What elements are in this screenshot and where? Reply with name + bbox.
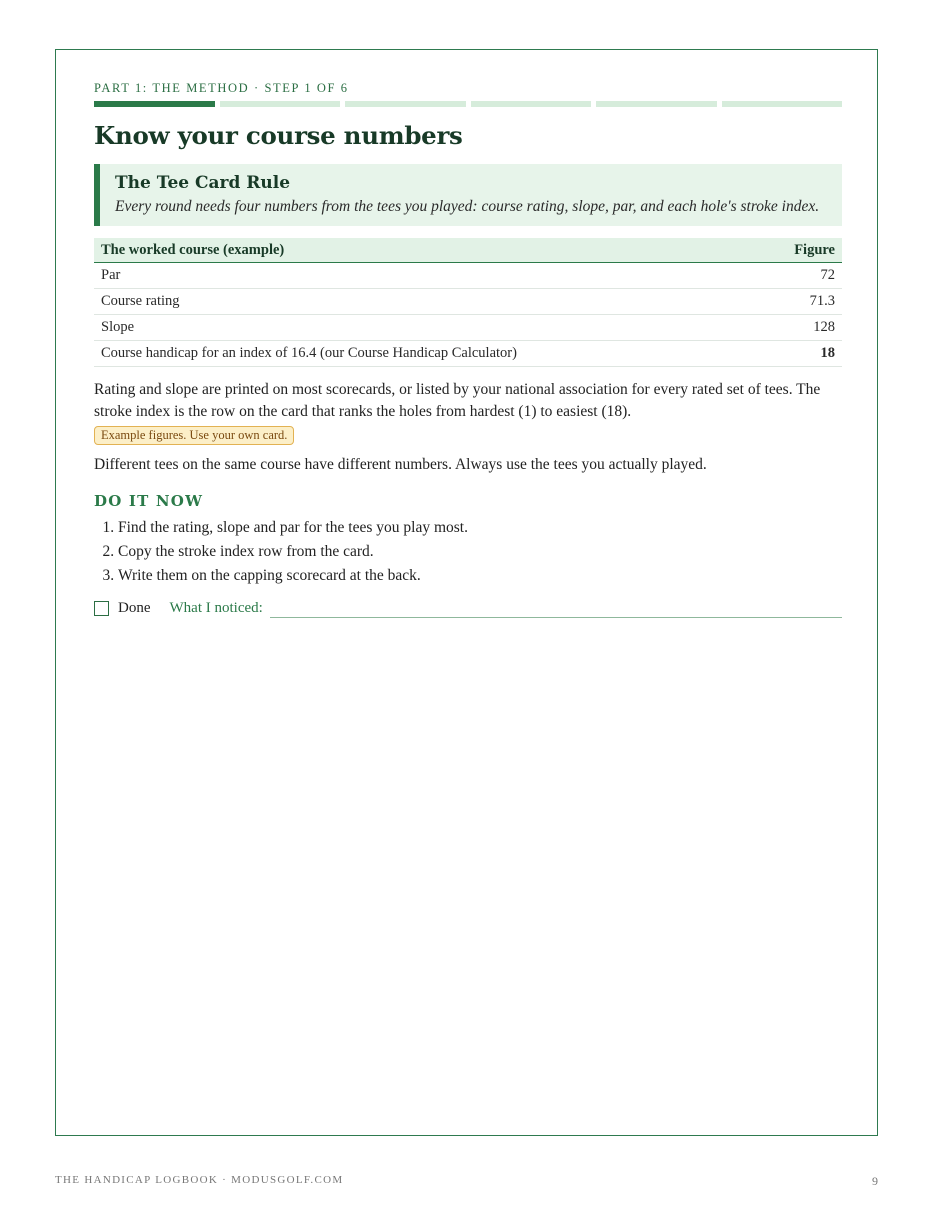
example-figures-badge: Example figures. Use your own card. [94, 426, 294, 445]
footer-title: THE HANDICAP LOGBOOK · MODUSGOLF.COM [55, 1174, 344, 1186]
list-item: 2. Copy the stroke index row from the card. [118, 540, 842, 564]
list-item: 1. Find the rating, slope and par for the tees you play most. [118, 516, 842, 540]
table-header-figure: Figure [757, 238, 842, 263]
list-item: 3. Write them on the capping scorecard at the back. [118, 564, 842, 588]
tees-note-paragraph: Different tees on the same course have different numbers. Always use the tees you actually played. [94, 456, 707, 473]
page-footer [55, 1174, 878, 1189]
step-progress-bar [94, 101, 842, 107]
progress-segment-4 [471, 101, 592, 107]
row-value: 72 [757, 263, 842, 289]
explanation-paragraph: Rating and slope are printed on most scorecards, or listed by your national association for every rated set of tees. The stroke index is the row on the card that ranks the holes from hardest (1) to easiest (18). [94, 381, 821, 420]
row-label: Slope [94, 315, 757, 341]
worked-course-table [94, 238, 842, 367]
table-row [94, 289, 842, 315]
row-label: Course rating [94, 289, 757, 315]
table-row [94, 341, 842, 367]
page-content [94, 80, 842, 620]
row-label: Course handicap for an index of 16.4 (our Course Handicap Calculator) [94, 341, 757, 367]
progress-segment-6 [722, 101, 843, 107]
page-frame [55, 49, 878, 1136]
row-label: Par [94, 263, 757, 289]
table-header-row [94, 238, 842, 263]
progress-segment-3 [345, 101, 466, 107]
rule-title: The Tee Card Rule [115, 173, 291, 193]
do-it-now-heading: DO IT NOW [94, 492, 204, 510]
rule-body: Every round needs four numbers from the tees you played: course rating, slope, par, and each hole's stroke index. [115, 198, 820, 215]
row-value: 71.3 [757, 289, 842, 315]
done-row [94, 596, 842, 620]
rule-callout [94, 164, 842, 226]
table-row [94, 315, 842, 341]
done-label: Done [118, 599, 151, 616]
action-steps-list [94, 516, 842, 588]
table-header-label: The worked course (example) [94, 238, 757, 263]
noticed-label: What I noticed: [169, 599, 263, 616]
page-title: Know your course numbers [94, 121, 463, 150]
progress-segment-2 [220, 101, 341, 107]
progress-segment-1 [94, 101, 215, 107]
section-kicker: PART 1: THE METHOD · STEP 1 OF 6 [94, 81, 349, 95]
done-checkbox[interactable] [94, 601, 109, 616]
page-number: 9 [872, 1174, 878, 1188]
row-value: 18 [757, 341, 842, 367]
table-row [94, 263, 842, 289]
progress-segment-5 [596, 101, 717, 107]
noticed-input-line[interactable] [270, 599, 842, 618]
row-value: 128 [757, 315, 842, 341]
